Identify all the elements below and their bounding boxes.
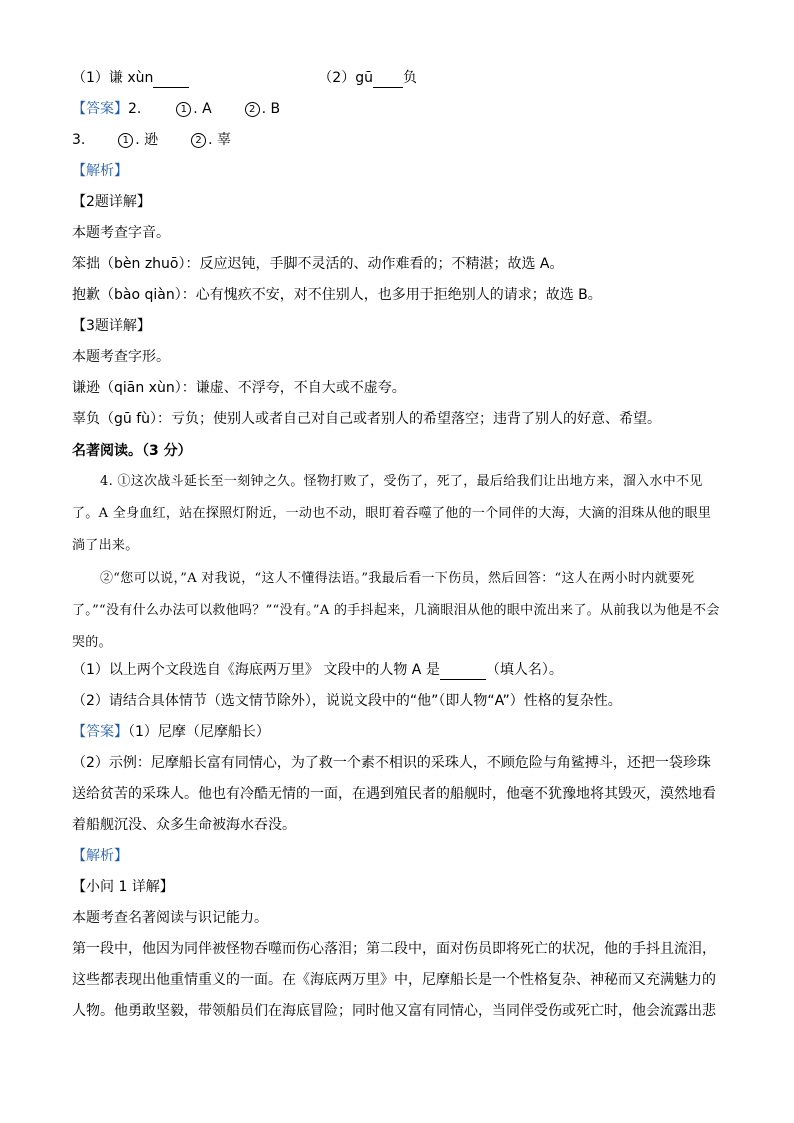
analysis-tag: 【解析】: [72, 163, 128, 179]
small-1-body: 第一段中，他因为同伴被怪物吞噬而伤心落泪；第二段中，面对伤员即将死亡的状况，他的手抖且流泪，这些都表现出他重情重义的一面。在《海底两万里》中，尼摩船长是一个性格复杂、神秘而又充满魅力的人物。他勇敢坚毅，带领船员们在海底冒险；同时他又富有同情心，当同伴受伤或死亡时，他会流露出悲: [72, 941, 716, 1019]
answer-2-part-2: （2）示例：尼摩船长富有同情心，为了救一个素不相识的采珠人，不顾危险与角鲨搏斗，还把一袋珍珠送给贫苦的采珠人。他也有冷酷无情的一面，在遇到殖民者的船舰时，他毫不犹豫地将其毁灭，漠然地看着船舰沉没、众多生命被海水吞没。: [72, 755, 716, 833]
answer-tag: 【答案】: [72, 101, 128, 117]
question-4-1: [72, 660, 563, 680]
detail-small-1-heading: 【小问 1 详解】: [72, 879, 174, 895]
topic-2-line-2: 抱歉（bào qiàn）：心有愧疚不安，对不住别人，也多用于拒绝别人的请求；故选 B。: [72, 287, 602, 303]
detail-2-heading: 【2题详解】: [72, 194, 151, 210]
answer-a: . A: [193, 101, 212, 117]
passage-paragraph-1: 4. ①这次战斗延长至一刻钟之久。怪物打败了，受伤了，死了，最后给我们让出地方来，溜入水中不见了。A 全身血红，站在探照灯附近，一动也不动，眼盯着吞噬了他的一个同伴的大海，大滴的泪珠从他的眼里淌了出来。: [72, 474, 712, 553]
answer-num-3: 3.: [72, 132, 86, 148]
topic-2-intro: 本题考查字音。: [72, 225, 170, 241]
blank-1: [153, 71, 189, 88]
answer-1-line: [72, 99, 280, 119]
answer-tag: 【答案】: [72, 724, 128, 740]
topic-3-line-2: 辜负（gū fù）：亏负；使别人或者自己对自己或者别人的希望落空；违背了别人的好意、希望。: [72, 411, 662, 427]
answer-x2: . 辜: [208, 132, 231, 148]
q1-part1-label: （1）谦 xùn: [72, 70, 154, 86]
topic-3-intro: 本题考查字形。: [72, 349, 170, 365]
q1-part2-prefix: （2）gū: [318, 70, 373, 86]
circle-number: 1: [118, 133, 133, 148]
answer-2-part-1: （1）尼摩（尼摩船长）: [128, 724, 270, 740]
q4-1-text: （1）以上两个文段选自《海底两万里》 文段中的人物 A 是: [72, 662, 440, 678]
topic-3-line-1: 谦逊（qiān xùn）：谦虚、不浮夸，不自大或不虚夸。: [72, 380, 406, 396]
answer-b: . B: [261, 101, 281, 117]
q4-1-suffix: （填人名）。: [485, 662, 563, 678]
answer-num-2: 2.: [128, 101, 142, 117]
detail-3-heading: 【3题详解】: [72, 318, 151, 334]
circle-number: 2: [191, 133, 206, 148]
analysis-tag-2: 【解析】: [72, 848, 128, 864]
section-title: 名著阅读。（3 分）: [72, 443, 192, 459]
topic-2-line-1: 笨拙（bèn zhuō）：反应迟钝，手脚不灵活的、动作难看的；不精湛；故选 A。: [72, 256, 564, 272]
answer-2-line: [72, 722, 270, 742]
q1-part2-suffix: 负: [402, 70, 417, 86]
answer-x1: . 逊: [135, 132, 159, 148]
passage-paragraph-2: ②“您可以说，”A 对我说，“这人不懂得法语。”我最后看一下伤员，然后回答：“这人在两小时内就要死了。”“没有什么办法可以救他吗？”“没有。”A 的手抖起来，几滴眼泪从他的眼中流出来了。从前我以为他是不会哭的。: [72, 571, 720, 650]
answer-1-line-3: [72, 130, 231, 150]
blank-name: [440, 663, 486, 680]
small-1-intro: 本题考查名著阅读与识记能力。: [72, 910, 268, 926]
circle-number: 1: [176, 102, 191, 117]
question-4-2: （2）请结合具体情节（选文情节除外），说说文段中的“他”（即人物“A”）性格的复杂性。: [72, 693, 622, 709]
circle-number: 2: [245, 102, 260, 117]
blank-2: [373, 71, 403, 88]
question-1-line: [72, 68, 417, 88]
